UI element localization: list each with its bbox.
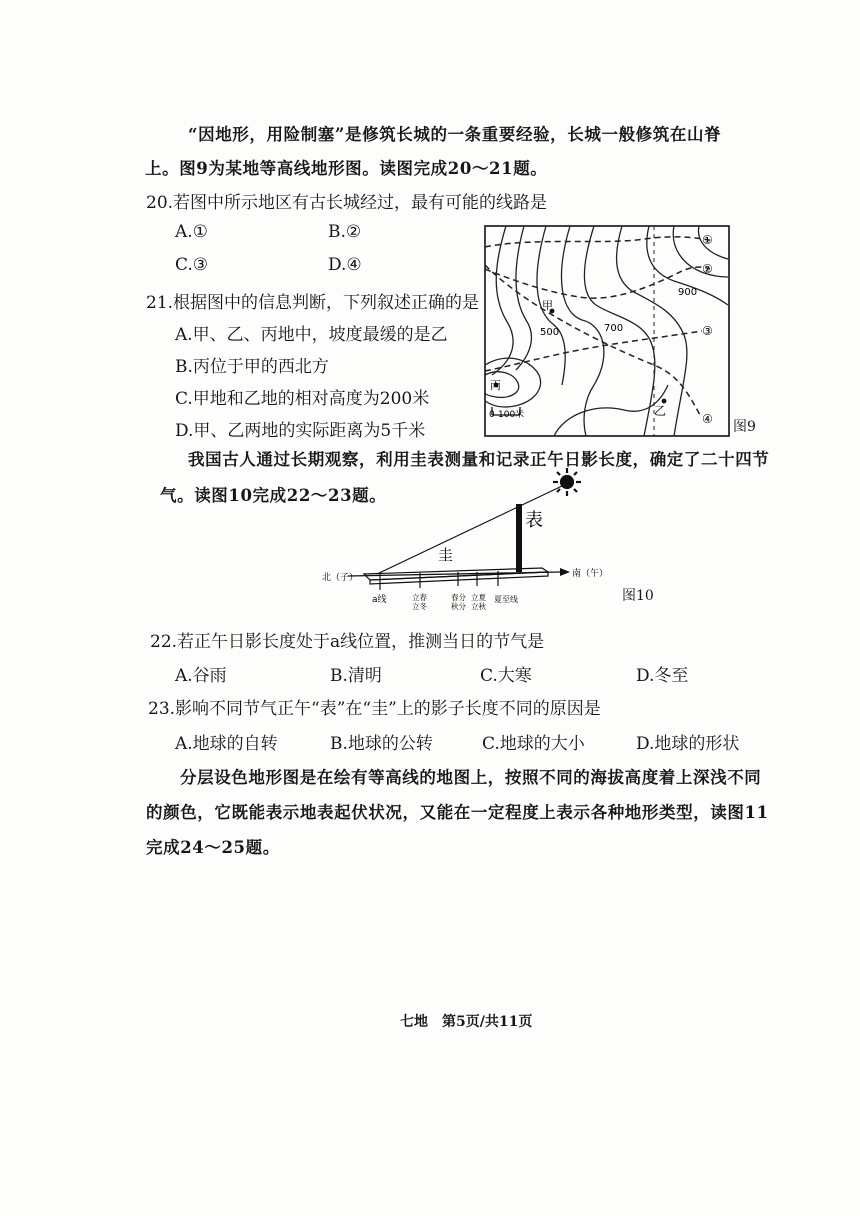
contour-900-label: 900 [678,287,698,298]
sun-icon [553,468,581,496]
q23-option-b[interactable]: B.地球的公转 [330,734,433,754]
q20-option-a[interactable]: A.① [175,222,208,242]
south-label: 南（午） [572,569,609,579]
page-footer: 七地 第5页/共11页 [400,1014,533,1030]
lixia-label: 立夏 [471,593,486,602]
figure-9-contour-map [484,225,730,437]
q23-option-d[interactable]: D.地球的形状 [636,734,740,754]
qiufen-label: 秋分 [451,602,466,611]
figure-9-caption: 图9 [733,419,756,435]
q21-option-a[interactable]: A.甲、乙、丙地中，坡度最缓的是乙 [175,325,448,345]
point-yi-label: 乙 [654,404,667,418]
lichun-label: 立春 [412,593,427,602]
q20-option-c[interactable]: C.③ [175,255,209,275]
point-bing-label: 丙 [490,379,501,392]
xiazhi-line-label: 夏至线 [494,595,518,604]
gui-label: 圭 [438,546,454,564]
chunfen-label: 春分 [451,593,466,602]
intro-3-line-3: 完成24～25题。 [146,838,280,857]
q22-option-b[interactable]: B.清明 [330,666,382,686]
question-21-stem: 21.根据图中的信息判断，下列叙述正确的是 [146,293,480,313]
q22-option-a[interactable]: A.谷雨 [175,666,227,686]
figure-10-caption: 图10 [622,588,654,604]
a-line-label: a线 [372,595,387,605]
scale-100m-label: 100米 [498,410,525,420]
question-20-stem: 20.若图中所示地区有古长城经过，最有可能的线路是 [146,193,548,213]
intro-2-line-1: 我国古人通过长期观察，利用圭表测量和记录正午日影长度，确定了二十四节 [188,450,770,469]
q20-option-d[interactable]: D.④ [328,255,362,275]
route-2-label: ② [702,262,713,276]
route-1-label: ① [702,233,713,247]
figure-10-gnomon-diagram [322,468,612,616]
lidong-label: 立冬 [412,602,427,611]
q23-option-a[interactable]: A.地球的自转 [175,734,278,754]
q23-option-c[interactable]: C.地球的大小 [482,734,585,754]
scale-zero-label: 0 [489,410,495,420]
q21-option-c[interactable]: C.甲地和乙地的相对高度为200米 [175,389,430,409]
q20-option-b[interactable]: B.② [328,222,362,242]
contour-500-label: 500 [540,327,560,338]
route-4-label: ④ [702,412,713,426]
intro-1-line-2: 上。图9为某地等高线地形图。读图完成20～21题。 [145,159,548,178]
intro-3-line-2: 的颜色，它既能表示地表起伏状况，又能在一定程度上表示各种地形类型，读图11 [146,803,769,822]
north-label: 北（子） [322,573,359,583]
liqiu-label: 立秋 [471,602,486,611]
route-3-label: ③ [702,324,713,338]
q22-option-d[interactable]: D.冬至 [636,666,689,686]
biao-label: 表 [525,510,543,531]
question-22-stem: 22.若正午日影长度处于a线位置，推测当日的节气是 [150,632,545,652]
intro-1-line-1: “因地形，用险制塞”是修筑长城的一条重要经验，长城一般修筑在山脊 [188,125,722,144]
q21-option-b[interactable]: B.丙位于甲的西北方 [175,357,329,377]
question-23-stem: 23.影响不同节气正午“表”在“圭”上的影子长度不同的原因是 [148,699,601,719]
intro-2-line-2: 气。读图10完成22～23题。 [160,486,387,505]
contour-700-label: 700 [604,323,624,334]
q21-option-d[interactable]: D.甲、乙两地的实际距离为5千米 [175,421,426,441]
q22-option-c[interactable]: C.大寒 [480,666,532,686]
intro-3-line-1: 分层设色地形图是在绘有等高线的地图上，按照不同的海拔高度着上深浅不同 [180,768,762,787]
point-jia-label: 甲 [542,299,553,312]
